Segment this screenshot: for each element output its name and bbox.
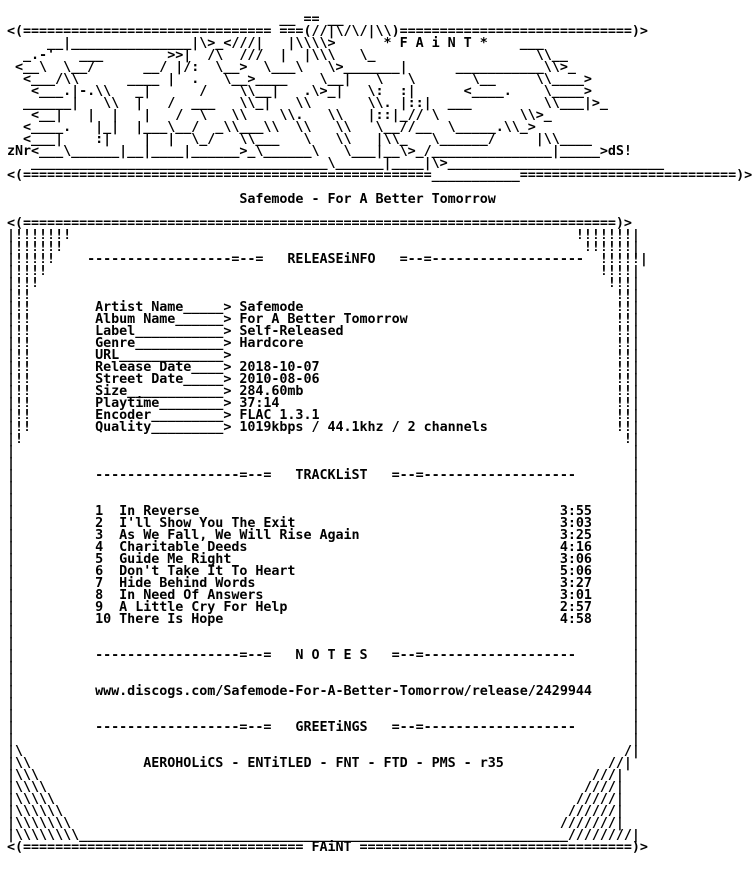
nfo-line: zNr<___\______|__|____|______>_\______\ \___|__\>_/_______________|_____>dS! xyxy=(7,144,632,159)
nfo-line: <___.|-.\\ _| / \\__| .\>_| \: :| <____. \____> xyxy=(7,84,592,99)
nfo-line: |!! URL_____________> !!| xyxy=(7,348,640,363)
nfo-text xyxy=(7,14,752,854)
nfo-line: | 6 Don't Take It To Heart 5:06 | xyxy=(7,564,640,579)
nfo-line: __|_______________|\>_<///| |\\\\> * F A i N T * ___ xyxy=(7,36,544,51)
nfo-line: |!! Size____________> 284.60mb !!| xyxy=(7,384,640,399)
nfo-line: | | xyxy=(7,492,640,507)
nfo-line: |!! Playtime________> 37:14 !!| xyxy=(7,396,640,411)
nfo-line: | 9 A Little Cry For Help 2:57 | xyxy=(7,600,640,615)
nfo-line: | 8 In Need Of Answers 3:01 | xyxy=(7,588,640,603)
nfo-line: Safemode - For A Better Tomorrow xyxy=(7,192,496,207)
nfo-line: <____. |_| |___\__/ _\\___\\ \\ \\ \__//__ \_____.\\_> xyxy=(7,120,536,135)
nfo-line: |\\\ ///| xyxy=(7,768,624,783)
nfo-line: | | xyxy=(7,660,640,675)
nfo-line: | 4 Charitable Deeds 4:16 | xyxy=(7,540,640,555)
nfo-line: | | xyxy=(7,480,640,495)
nfo-line: | 3 As We Fall, We Will Rise Again 3:25 | xyxy=(7,528,640,543)
nfo-line: |!! Album Name______> For A Better Tomorrow !!| xyxy=(7,312,640,327)
nfo-line: | | xyxy=(7,732,640,747)
nfo-line: | www.discogs.com/Safemode-For-A-Better-Tomorrow/release/2429944 | xyxy=(7,684,640,699)
nfo-line: |\\\\\\ //////| xyxy=(7,804,624,819)
nfo-line: | ------------------=--= TRACKLiST =--=------------------- | xyxy=(7,468,640,483)
nfo-line: <__\ \__/ __/ |/: \__> \___\ \>_______| ___________\\>_ xyxy=(7,60,576,75)
nfo-line: |!!!!!!! !!!!!!!| xyxy=(7,228,640,243)
nfo-line: |!! Label___________> Self-Released !!| xyxy=(7,324,640,339)
nfo-line: |!! Encoder_________> FLAC 1.3.1 !!| xyxy=(7,408,640,423)
nfo-line: | | xyxy=(7,636,640,651)
nfo-line: |\\\\\\\ ///////| xyxy=(7,816,624,831)
nfo-line: |\\\\ ////| xyxy=(7,780,624,795)
nfo-line: <(===================================================___________===========================)> xyxy=(7,168,752,183)
nfo-line: |\\\\\\\\_____________________________________________________________////////| xyxy=(7,828,640,843)
nfo-line: | ------------------=--= GREETiNGS =--=------------------- | xyxy=(7,720,640,735)
nfo-line: |!! !!| xyxy=(7,288,640,303)
nfo-line: | | xyxy=(7,672,640,687)
nfo-line: | 1 In Reverse 3:55 | xyxy=(7,504,640,519)
nfo-line: _.-' ___ >>| /\ /// | |\\\ \_ \\__ xyxy=(7,48,568,63)
nfo-line: | | xyxy=(7,708,640,723)
nfo-line: | | xyxy=(7,456,640,471)
nfo-line: <(=================================== FAiNT ==================================)> xyxy=(7,840,648,855)
nfo-line: <__| | | | / \ \\ \\. \\ |::|_// \ \\>_ xyxy=(7,108,552,123)
nfo-line: |!! Release Date____> 2018-10-07 !!| xyxy=(7,360,640,375)
nfo-line: |\\\\\ /////| xyxy=(7,792,624,807)
nfo-line: | | xyxy=(7,696,640,711)
nfo-line: | 7 Hide Behind Words 3:27 | xyxy=(7,576,640,591)
nfo-line: |\\ AEROHOLiCS - ENTiTLED - FNT - FTD - PMS - r35 //| xyxy=(7,756,632,771)
nfo-line: |!! Quality_________> 1019kbps / 44.1khz / 2 channels !!| xyxy=(7,420,640,435)
nfo-line: |!!! !!!| xyxy=(7,276,640,291)
nfo-line: ______| \\ | / ___ \\_| \\ \\. |::| ___ \\___|>_ xyxy=(7,96,608,111)
nfo-line: <___| :| | | \_/ \\___ \ \\ |\\_ \______/ |\\____ xyxy=(7,132,592,147)
nfo-line: |\ /| xyxy=(7,744,640,759)
nfo-line: | 10 There Is Hope 4:58 | xyxy=(7,612,640,627)
nfo-line: _____________________________________\______|____|\>___________________________ xyxy=(7,156,664,171)
nfo-line: |!! Artist Name_____> Safemode !!| xyxy=(7,300,640,315)
nfo-line: <___/\\ ____ | . \__>____ \__| \ \ \__ \\____> xyxy=(7,72,592,87)
nfo-line: |!! Genre___________> Hardcore !!| xyxy=(7,336,640,351)
nfo-line: |!!!!!! !!!!!!| xyxy=(7,240,640,255)
nfo-line: | 2 I'll Show You The Exit 3:03 | xyxy=(7,516,640,531)
nfo-line: | | xyxy=(7,624,640,639)
nfo-line: | ------------------=--= N O T E S =--=------------------- | xyxy=(7,648,640,663)
nfo-line: __ == __ xyxy=(7,12,344,27)
nfo-line: | | xyxy=(7,444,640,459)
nfo-line: <(==========================================================================)> xyxy=(7,216,632,231)
nfo-line: |!!!! !!!!| xyxy=(7,264,640,279)
nfo-line: |!! Street Date_____> 2010-08-06 !!| xyxy=(7,372,640,387)
nfo-line: |!!!!! ------------------=--= RELEASEiNFO =--=------------------- !!!!!| xyxy=(7,252,648,267)
nfo-line: |! !| xyxy=(7,432,640,447)
nfo-line: <(=============================== ===(//|\/\/|\\)=============================)> xyxy=(7,24,648,39)
nfo-line: | 5 Guide Me Right 3:06 | xyxy=(7,552,640,567)
